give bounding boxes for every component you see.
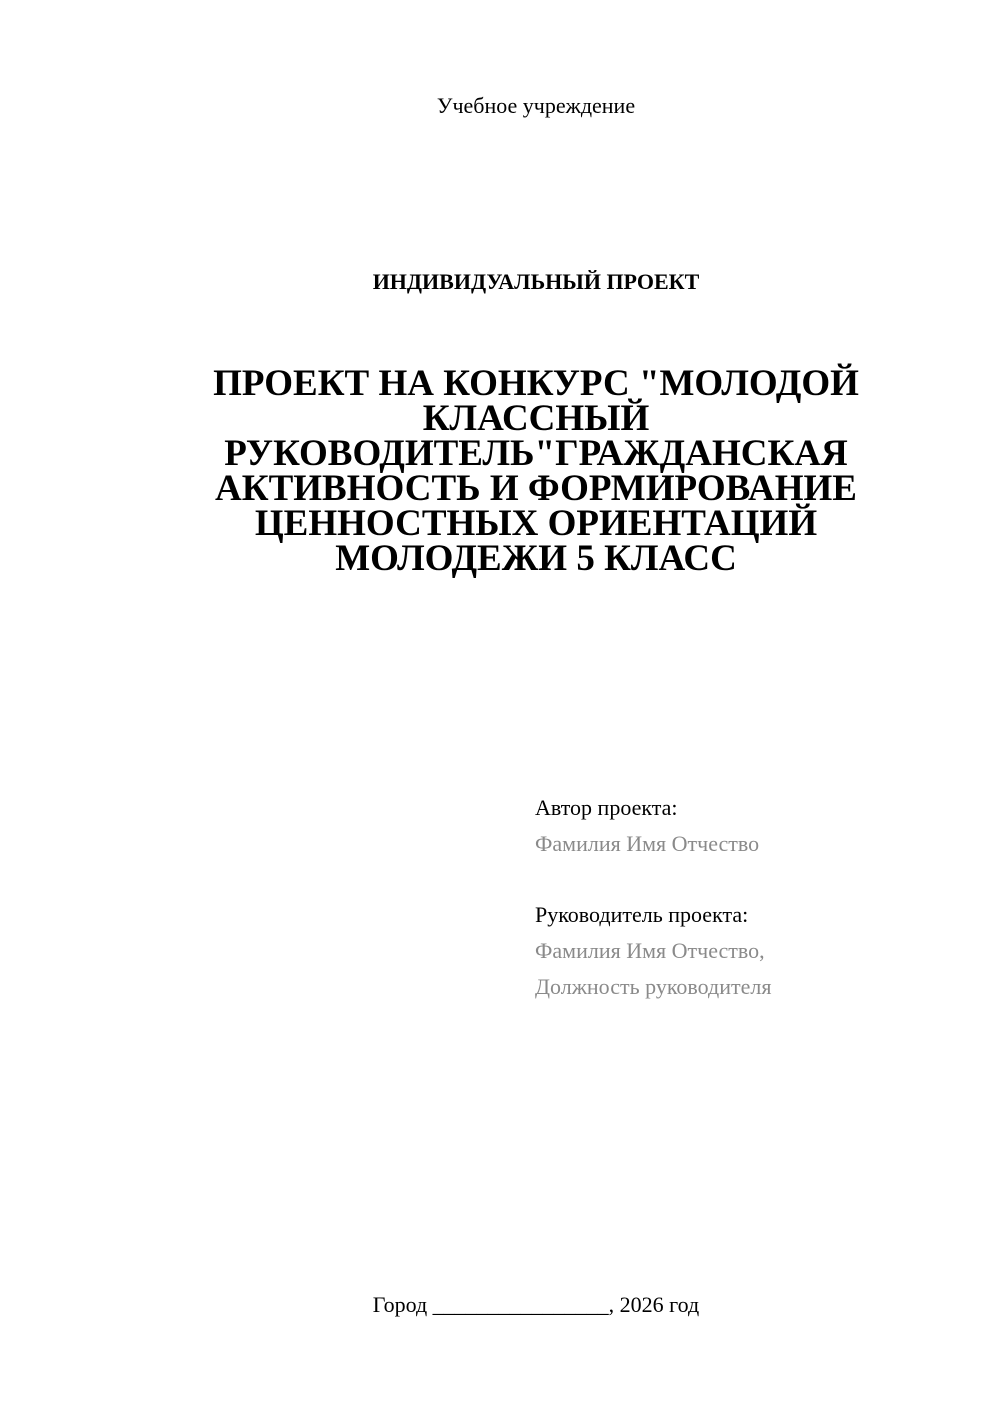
credits-spacer: [535, 862, 975, 897]
project-title: ПРОЕКТ НА КОНКУРС "МОЛОДОЙ КЛАССНЫЙ РУКОВОДИТЕЛЬ"ГРАЖДАНСКАЯ АКТИВНОСТЬ И ФОРМИРОВАНИЕ ЦЕННОСТНЫХ ОРИЕНТАЦИЙ МОЛОДЕЖИ 5 КЛАСС: [213, 363, 859, 579]
supervisor-position: Должность руководителя: [535, 974, 772, 999]
author-name: Фамилия Имя Отчество: [535, 831, 760, 856]
author-label: Автор проекта:: [535, 795, 678, 820]
credits-block: [535, 790, 975, 1005]
institution-name: Учебное учреждение: [436, 93, 636, 118]
supervisor-name: Фамилия Имя Отчество,: [535, 938, 765, 963]
city-year-line: Город ________________, 2026 год: [372, 1292, 700, 1317]
supervisor-label: Руководитель проекта:: [535, 902, 749, 927]
project-type-heading: ИНДИВИДУАЛЬНЫЙ ПРОЕКТ: [372, 269, 700, 294]
